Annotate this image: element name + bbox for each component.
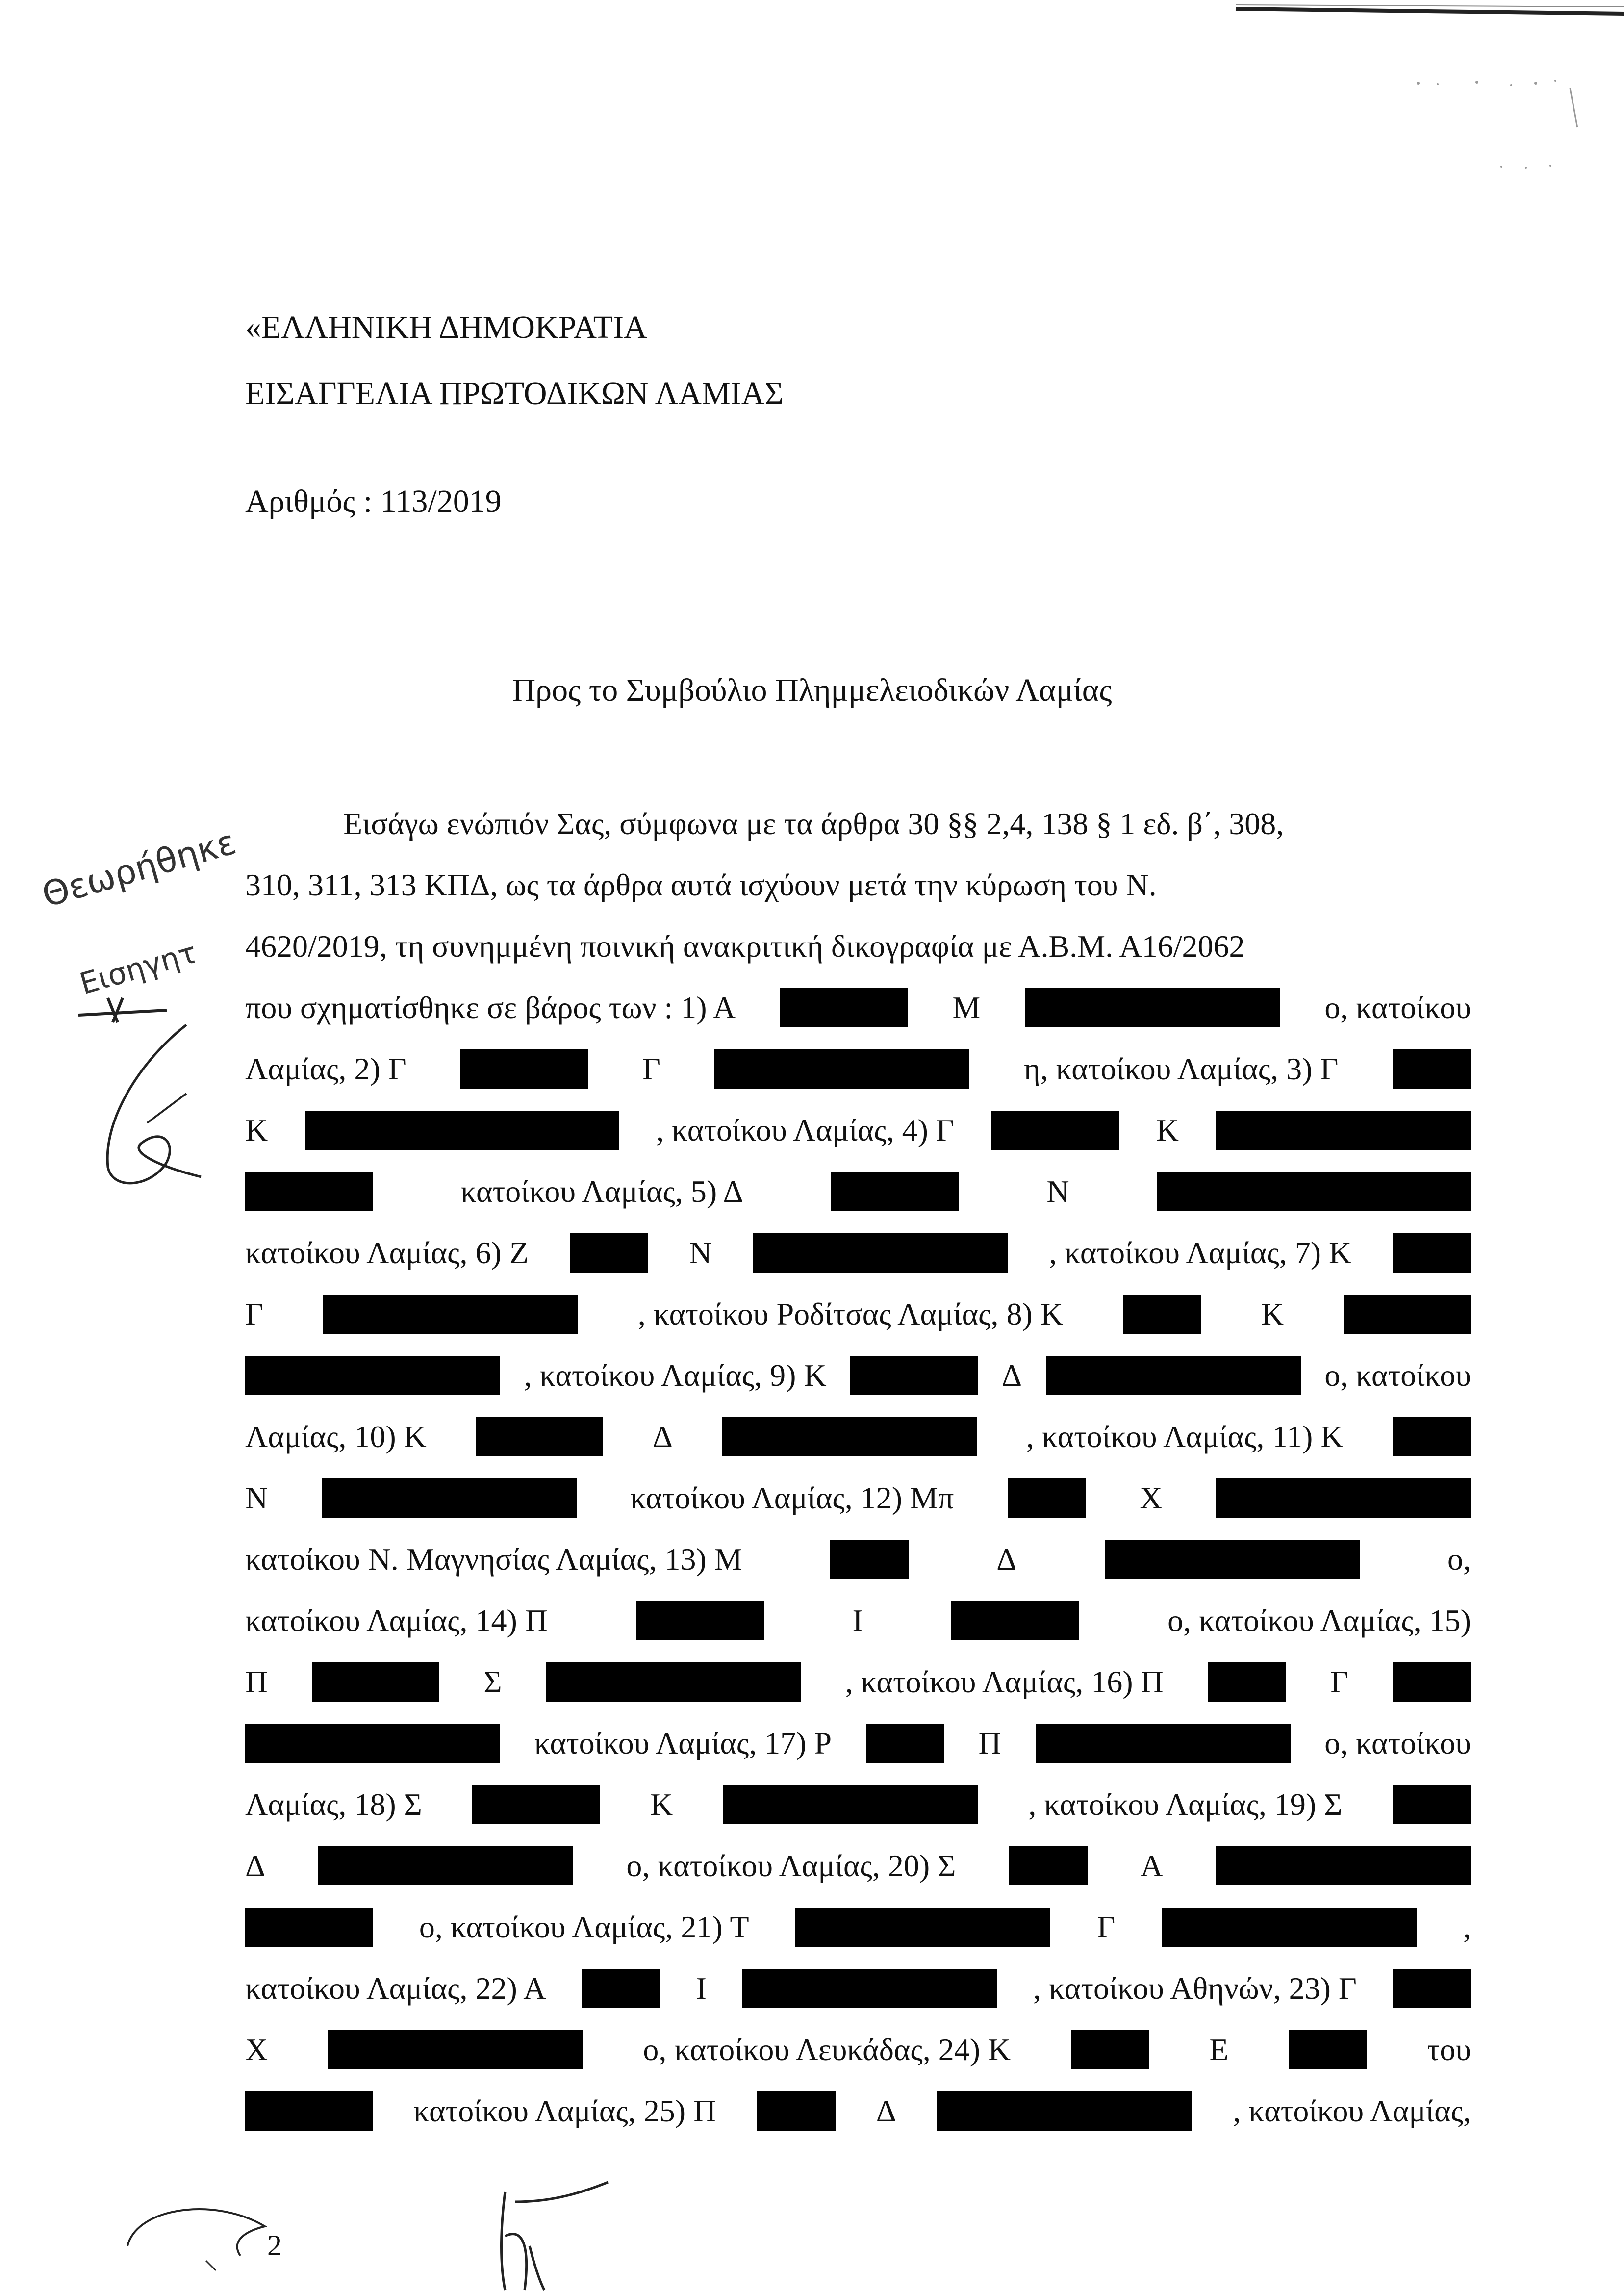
redaction-block xyxy=(323,1295,578,1334)
redaction-block xyxy=(830,1540,909,1579)
body-line: Δ ο, κατοίκου Λαμίας, 20) Σ Α xyxy=(245,1836,1471,1895)
redaction-block xyxy=(312,1662,439,1702)
redaction-block xyxy=(1208,1662,1286,1702)
redaction-block xyxy=(1344,1295,1471,1334)
redaction-block xyxy=(1393,1662,1471,1702)
redaction-block xyxy=(1008,1478,1086,1518)
redaction-block xyxy=(722,1417,977,1456)
redaction-block xyxy=(245,1172,373,1211)
body-line: 4620/2019, τη συνημμένη ποινική ανακριτική δικογραφία με Α.Β.Μ. Α16/2062 xyxy=(245,929,1245,964)
redaction-block xyxy=(472,1785,600,1824)
body-line: Λαμίας, 2) Γ Γ η, κατοίκου Λαμίας, 3) Γ xyxy=(245,1040,1471,1098)
body-line: κατοίκου Λαμίας, 25) Π Δ , κατοίκου Λαμίας, xyxy=(245,2082,1471,2140)
redaction-block xyxy=(723,1785,978,1824)
redaction-block xyxy=(1157,1172,1471,1211)
redaction-block xyxy=(1393,1785,1471,1824)
body-line: κατοίκου Λαμίας, 6) Ζ Ν , κατοίκου Λαμίας, 7) Κ xyxy=(245,1223,1471,1282)
redaction-block xyxy=(742,1969,997,2008)
redaction-block xyxy=(795,1908,1050,1947)
redaction-block xyxy=(1071,2030,1149,2069)
redaction-block xyxy=(460,1049,588,1089)
redaction-block xyxy=(245,2091,373,2131)
redaction-block xyxy=(1216,1111,1471,1150)
body-line: που σχηματίσθηκε σε βάρος των : 1) Α Μ ο, κατοίκου xyxy=(245,978,1471,1037)
scan-edge-mark xyxy=(0,0,1624,20)
redaction-block xyxy=(937,2091,1192,2131)
redaction-block xyxy=(1289,2030,1367,2069)
redaction-block xyxy=(322,1478,577,1518)
redaction-block xyxy=(1216,1478,1471,1518)
redaction-block xyxy=(305,1111,619,1150)
redaction-block xyxy=(831,1172,959,1211)
redaction-block xyxy=(1216,1846,1471,1885)
redaction-block xyxy=(1162,1908,1417,1947)
review-stamp-text: Θεωρήθηκε xyxy=(37,821,241,916)
redaction-block xyxy=(753,1233,1008,1273)
redaction-block xyxy=(1105,1540,1360,1579)
body-line: Κ , κατοίκου Λαμίας, 4) Γ Κ xyxy=(245,1101,1471,1160)
body-line: 310, 311, 313 ΚΠΔ, ως τα άρθρα αυτά ισχύουν μετά την κύρωση του Ν. xyxy=(245,867,1157,902)
body-line: , κατοίκου Λαμίας, 9) Κ Δ ο, κατοίκου xyxy=(245,1346,1471,1405)
bottom-signature xyxy=(485,2172,613,2293)
redaction-block xyxy=(328,2030,583,2069)
redaction-block xyxy=(1123,1295,1201,1334)
review-stamp-role: Εισηγητ xyxy=(76,935,201,1002)
redaction-block xyxy=(1036,1724,1291,1763)
issuer-header xyxy=(245,294,784,427)
redaction-block xyxy=(866,1724,944,1763)
redaction-block xyxy=(546,1662,801,1702)
redaction-block xyxy=(636,1601,764,1640)
body-line: ο, κατοίκου Λαμίας, 21) Τ Γ , xyxy=(245,1898,1471,1957)
body-line: κατοίκου Λαμίας, 5) Δ Ν xyxy=(245,1162,1471,1221)
body-line: κατοίκου Λαμίας, 17) Ρ Π ο, κατοίκου xyxy=(245,1714,1471,1773)
margin-signature xyxy=(88,1020,216,1197)
header-country: «ΕΛΛΗΝΙΚΗ ΔΗΜΟΚΡΑΤΙΑ xyxy=(245,309,647,345)
page-number: 2 xyxy=(267,2229,282,2262)
redaction-block xyxy=(1046,1356,1301,1395)
bottom-left-scribble xyxy=(118,2187,279,2275)
header-office: ΕΙΣΑΓΓΕΛΙΑ ΠΡΩΤΟΔΙΚΩΝ ΛΑΜΙΑΣ xyxy=(245,376,784,411)
scan-noise xyxy=(1408,54,1604,181)
redaction-block xyxy=(476,1417,603,1456)
body-line: Εισάγω ενώπιόν Σας, σύμφωνα με τα άρθρα 30 §§ 2,4, 138 § 1 εδ. β΄, 308, xyxy=(343,806,1284,841)
body-line: Π Σ , κατοίκου Λαμίας, 16) Π Γ xyxy=(245,1653,1471,1711)
document-number: Αριθμός : 113/2019 xyxy=(245,484,502,519)
body-line: Λαμίας, 18) Σ Κ , κατοίκου Λαμίας, 19) Σ xyxy=(245,1775,1471,1834)
redaction-block xyxy=(850,1356,978,1395)
redaction-block xyxy=(780,988,908,1027)
redaction-block xyxy=(1393,1969,1471,2008)
redaction-block xyxy=(1393,1049,1471,1089)
redaction-block xyxy=(951,1601,1079,1640)
body-line: κατοίκου Λαμίας, 14) Π Ι ο, κατοίκου Λαμίας, 15) xyxy=(245,1591,1471,1650)
body-line: κατοίκου Λαμίας, 22) Α Ι , κατοίκου Αθηνών, 23) Γ xyxy=(245,1959,1471,2018)
redaction-block xyxy=(245,1724,500,1763)
redaction-block xyxy=(757,2091,836,2131)
redaction-block xyxy=(1393,1417,1471,1456)
redaction-block xyxy=(245,1908,373,1947)
redaction-block xyxy=(714,1049,969,1089)
body-line: Γ , κατοίκου Ροδίτσας Λαμίας, 8) Κ Κ xyxy=(245,1285,1471,1344)
redaction-block xyxy=(570,1233,648,1273)
redaction-block xyxy=(318,1846,573,1885)
body-line: Λαμίας, 10) Κ Δ , κατοίκου Λαμίας, 11) Κ xyxy=(245,1407,1471,1466)
redaction-block xyxy=(1025,988,1280,1027)
body-line: Χ ο, κατοίκου Λευκάδας, 24) Κ Ε του xyxy=(245,2020,1471,2079)
addressee: Προς το Συμβούλιο Πλημμελειοδικών Λαμίας xyxy=(512,672,1112,708)
redaction-block xyxy=(1393,1233,1471,1273)
redaction-block xyxy=(245,1356,500,1395)
body-line: κατοίκου Ν. Μαγνησίας Λαμίας, 13) Μ Δ ο, xyxy=(245,1530,1471,1589)
redaction-block xyxy=(1009,1846,1088,1885)
redaction-block xyxy=(991,1111,1119,1150)
redaction-block xyxy=(582,1969,660,2008)
body-line: Ν κατοίκου Λαμίας, 12) Μπ Χ xyxy=(245,1469,1471,1528)
